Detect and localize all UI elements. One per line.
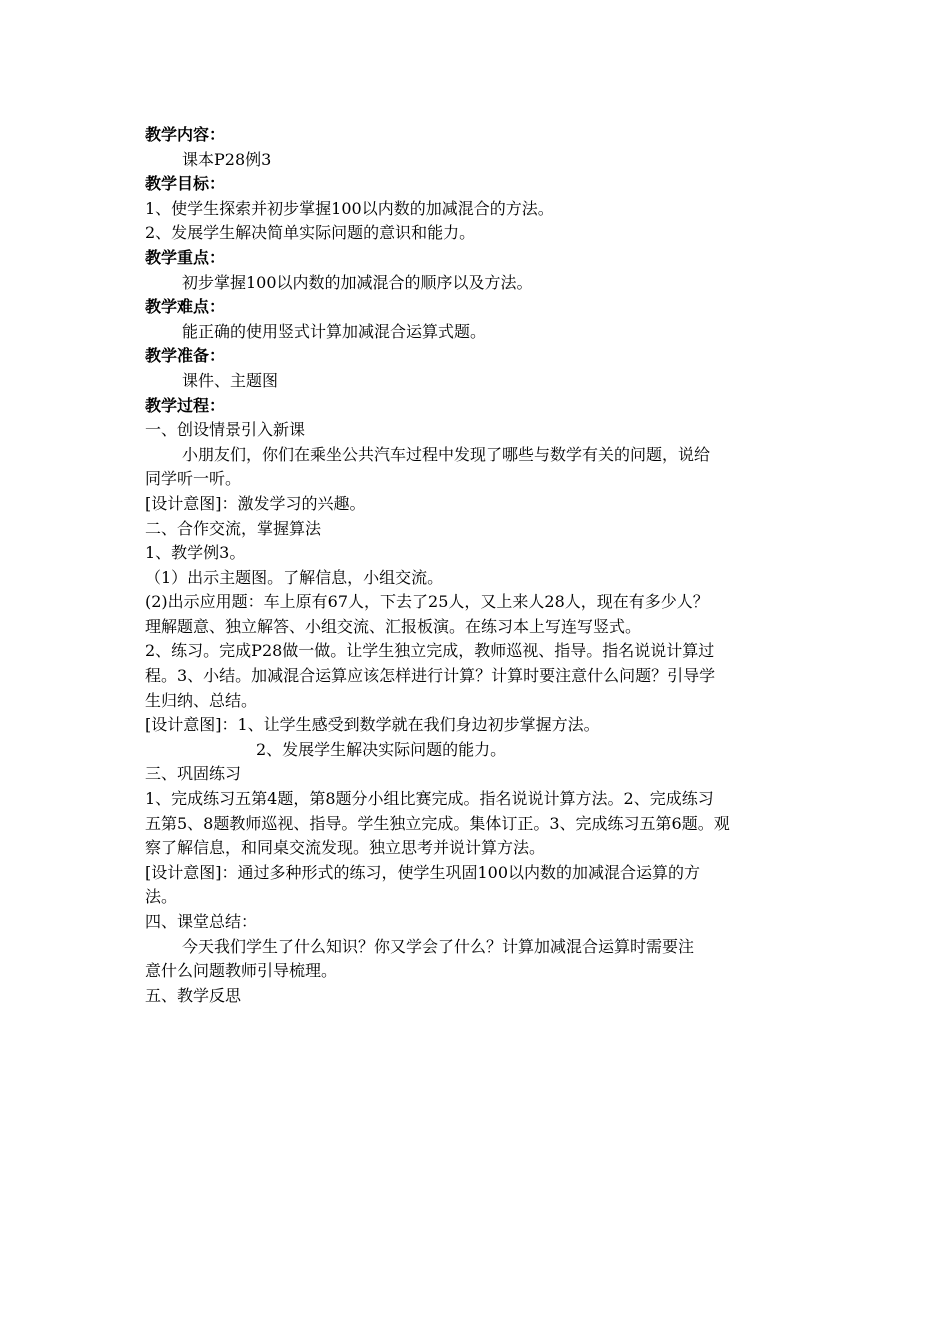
section-1-paragraph-line: 小朋友们，你们在乘坐公共汽车过程中发现了哪些与数学有关的问题，说给 — [182, 444, 711, 464]
section-2-item: 2、练习。完成P28做一做。让学生独立完成，教师巡视、指导。指名说说计算过 — [145, 641, 715, 661]
section-1-title: 一、创设情景引入新课 — [145, 420, 306, 440]
design-intent-2: [设计意图]：1、让学生感受到数学就在我们身边初步掌握方法。 — [145, 715, 600, 735]
section-2-item: （1）出示主题图。了解信息，小组交流。 — [145, 567, 444, 587]
heading-teaching-process: 教学过程： — [145, 395, 226, 415]
section-4-paragraph-line: 意什么问题教师引导梳理。 — [145, 961, 338, 981]
section-3-title: 三、巩固练习 — [145, 764, 242, 784]
heading-difficulties: 教学难点： — [145, 297, 226, 317]
goal-item-1: 1、使学生探索并初步掌握100以内数的加减混合的方法。 — [145, 198, 554, 218]
section-3-paragraph-line: 五第5、8题教师巡视、指导。学生独立完成。集体订正。3、完成练习五第6题。观 — [145, 813, 730, 833]
design-intent-2-continued: 2、发展学生解决实际问题的能力。 — [256, 739, 507, 759]
section-5-title: 五、教学反思 — [145, 985, 242, 1005]
section-2-item: 生归纳、总结。 — [145, 690, 258, 710]
lesson-plan-document — [145, 123, 815, 1008]
section-1-paragraph-line: 同学听一听。 — [145, 469, 242, 489]
section-3-paragraph-line: 1、完成练习五第4题，第8题分小组比赛完成。指名说说计算方法。2、完成练习 — [145, 789, 714, 809]
section-4-paragraph-line: 今天我们学生了什么知识？你又学会了什么？计算加减混合运算时需要注 — [182, 936, 695, 956]
teaching-content-text: 课本P28例3 — [182, 149, 272, 169]
design-intent-3: [设计意图]：通过多种形式的练习，使学生巩固100以内数的加减混合运算的方 — [145, 862, 701, 882]
design-intent-3-continued: 法。 — [145, 887, 178, 907]
heading-teaching-content: 教学内容： — [145, 125, 226, 144]
difficulties-text: 能正确的使用竖式计算加减混合运算式题。 — [182, 321, 487, 341]
heading-key-points: 教学重点： — [145, 247, 226, 267]
section-2-item: 理解题意、独立解答、小组交流、汇报板演。在练习本上写连写竖式。 — [145, 616, 642, 636]
key-points-text: 初步掌握100以内数的加减混合的顺序以及方法。 — [182, 272, 533, 292]
section-2-item: 程。3、小结。加减混合运算应该怎样进行计算？计算时要注意什么问题？引导学 — [145, 666, 716, 686]
heading-preparation: 教学准备： — [145, 346, 226, 366]
section-2-item: 1、教学例3。 — [145, 543, 246, 563]
section-2-title: 二、合作交流，掌握算法 — [145, 518, 322, 538]
preparation-text: 课件、主题图 — [182, 370, 279, 390]
heading-teaching-goals: 教学目标： — [145, 174, 226, 194]
section-2-item: (2)出示应用题：车上原有67人，下去了25人，又上来人28人，现在有多少人？ — [145, 592, 709, 612]
section-3-paragraph-line: 察了解信息，和同桌交流发现。独立思考并说计算方法。 — [145, 838, 546, 858]
goal-item-2: 2、发展学生解决简单实际问题的意识和能力。 — [145, 223, 476, 243]
section-4-title: 四、课堂总结： — [145, 912, 258, 931]
design-intent-1: [设计意图]：激发学习的兴趣。 — [145, 493, 366, 513]
